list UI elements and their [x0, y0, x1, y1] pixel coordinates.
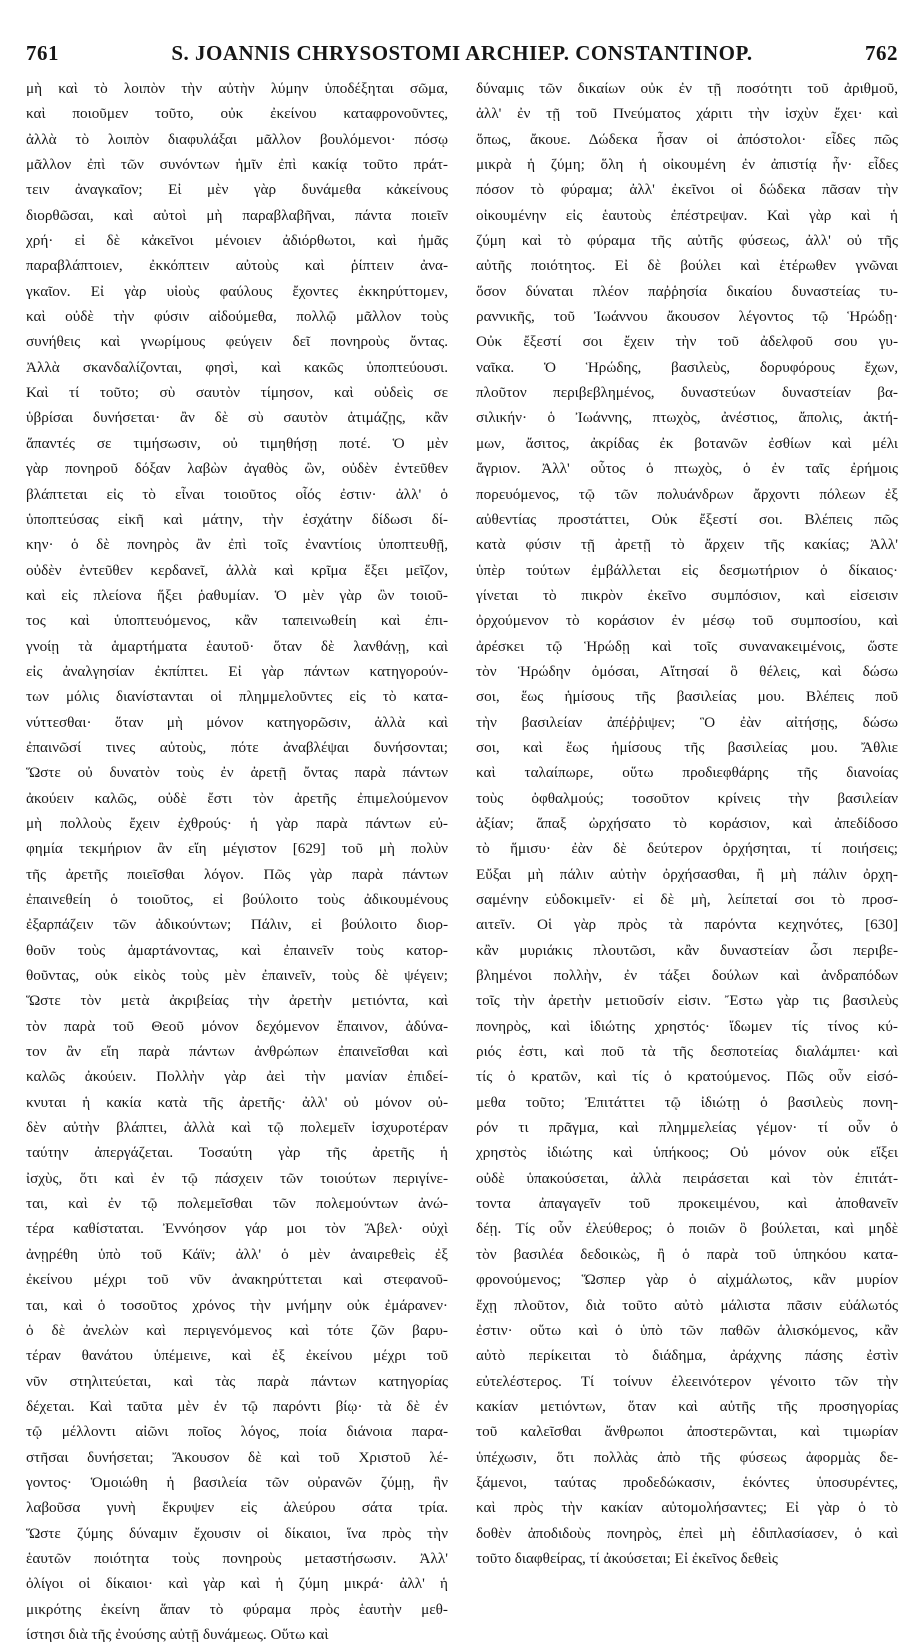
text-line: τὸ ἥμισυ· ἐὰν δὲ δεύτερον ὀρχήσηται, τί ποιήσεις; [476, 840, 898, 858]
text-line: ἀξίαν; ἅπαξ ὠρχήσατο τὸ κοράσιον, καὶ ἀπεδίδοσο [476, 814, 898, 832]
text-line: βλάπτεται εἰς τὸ εἶναι τοιοῦτος οἷός ἐστιν· ἀλλ' ὁ [26, 485, 448, 503]
text-line: σαμένην εὐδοκιμεῖν· εἰ δὲ μὴ, λείπεταί σοι τὸ προσ- [476, 891, 898, 908]
text-line: ἀκούειν καλῶς, οὐδὲ ἔστι τὸν ἀρετῆς ἐπιμελούμενον [26, 789, 448, 807]
text-line: τῷ μέλλοντι αἰῶνι ποῖος λόγος, ποία διάνοια παρα- [26, 1423, 448, 1441]
text-line: φημία τεκμήριον ἂν εἴη μέγιστον [629] τοῦ μὴ πολὺν [26, 840, 448, 858]
text-line: ἐστιν· οὕτω καὶ ὁ ὑπὸ τῶν παθῶν ἁλισκόμενος, κἂν [476, 1321, 898, 1339]
text-line: αὐτῆς ποιότητος. Εἰ δὲ βούλει καὶ ἑτέρωθεν γνῶναι [476, 257, 898, 275]
text-line: τῆς ἀρετῆς ποιεῖσθαι λόγον. Πῶς γὰρ παρὰ πάντων [26, 865, 448, 883]
text-line: νῦν στηλιτεύεται, καὶ τὰς παρὰ πάντων κατηγορίας [26, 1372, 448, 1390]
text-columns [26, 76, 898, 1647]
text-line: λαβοῦσα γυνὴ ἔκρυψεν εἰς ἀλεύρου σάτα τρία. [26, 1499, 448, 1517]
text-line: μικρότης ἐκείνη ἅπαν τὸ φύραμα πρὸς ἑαυτὴν μεθ- [26, 1600, 448, 1618]
running-title: S. JOANNIS CHRYSOSTOMI ARCHIEP. CONSTANTINOP. [171, 40, 753, 65]
text-line: οἰκουμένην εἰς ἑαυτοὺς ἐπέστρεψαν. Καὶ γὰρ καὶ ἡ [476, 206, 898, 224]
text-line: αὐτὸ περίκειται τὸ διάδημα, ἀράχνης πάσης ἐστὶν [476, 1347, 898, 1365]
text-line: χρηστὸς ἰδιώτης καὶ ὑπήκοος; Οὐ μόνον οὐκ εἴξει [476, 1144, 898, 1162]
text-line: ὑβρίσαι δυνήσεται· ἂν δὲ σὺ σαυτὸν ἀτιμάζῃς, κἂν [26, 409, 448, 427]
text-line: θοῦν τοὺς ἁμαρτάνοντας, καὶ ἐπαινεῖν τοὺς κατορ- [26, 941, 448, 959]
text-line: μεθα τοῦτο; Ἐπιτάττει τῷ ἰδιώτῃ ὁ βασιλεὺς πονη- [476, 1093, 898, 1111]
text-line: σιλικήν· ὁ Ἰωάννης, πτωχὸς, ἀνέστιος, ἄπολις, ἀκτή- [476, 409, 898, 427]
text-line: δὲν αὐτὴν βλάπτει, ἀλλὰ καὶ τῷ πολεμεῖν ἰσχυροτέραν [26, 1119, 448, 1137]
text-line: κατὰ φύσιν τῇ ἀρετῇ τὸ ἄρχειν τῆς κακίας; Ἀλλ' [476, 536, 898, 554]
text-line: γὰρ πονηροῦ δόξαν λαβὼν ἀγαθὸς ὢν, οὐδὲν ἐντεῦθεν [26, 460, 448, 478]
page-number-right: 762 [865, 40, 898, 65]
left-column [26, 76, 448, 1647]
text-line: οὐδὲν ἐντεῦθεν κερδανεῖ, ἀλλὰ καὶ κρῖμα ἕξει μεῖζον, [26, 561, 448, 579]
text-line: βλημένοι πολλὴν, ἐν τάξει δούλων καὶ ἀνδραπόδων [476, 967, 898, 985]
text-line: δέῃ. Τίς οὖν ἐλεύθερος; ὁ ποιῶν ὃ βούλεται, καὶ μηδὲ [476, 1220, 898, 1238]
text-line: Ἀλλὰ σκανδαλίζονται, φησὶ, καὶ κακῶς ὑποπτεύουσι. [26, 358, 448, 376]
text-line: καὶ ταλαίπωρε, οὕτω προδιεφθάρης τῆς διανοίας [476, 764, 898, 782]
text-line: συνήθεις καὶ γνωρίμους φεύγειν δεῖ πονηροὺς ὄντας. [26, 333, 448, 351]
text-line: ριός ἐστι, καὶ ποῦ τὰ τῆς δεσποτείας διαλάμπει· καὶ [476, 1043, 898, 1061]
text-line: ίστησι διὰ τῆς ἐνούσης αὐτῇ δυνάμεως. Οὕτω καὶ [26, 1625, 329, 1643]
text-line: εὐτελέστερος. Τί τοίνυν ἐλεεινότερον γένοιτο τῶν τὴν [476, 1372, 898, 1390]
text-line: Ὥστε οὐ δυνατὸν τοὺς ἐν ἀρετῇ ὄντας παρὰ πάντων [26, 764, 448, 782]
text-line: καὶ πρὸς τὴν κακίαν αὐτομολήσαντες; Εἰ γὰρ ὁ τὸ [476, 1499, 898, 1517]
text-line: ραννικῆς, τοῦ Ἰωάννου ἄκουσον λέγοντος τῷ Ἡρώδῃ· [476, 308, 898, 326]
text-line: ἅπαντές σε τιμήσωσιν, οὐ τιμηθήσῃ ποτέ. Ὁ μὲν [26, 434, 448, 452]
text-line: στῆσαι δυνήσεται; Ἄκουσον δὲ καὶ τοῦ Χριστοῦ λέ- [26, 1448, 448, 1466]
text-line: τίς ὁ κρατῶν, καὶ τίς ὁ κρατούμενος. Πῶς οὖν εἰσό- [476, 1068, 898, 1086]
text-line: τὴν βασιλείαν ἀπέῤῥιψεν; Ὃ ἐὰν αἰτήσῃς, δώσω [476, 713, 898, 731]
text-line: ται, καὶ ἐν τῷ πολεμεῖσθαι τῶν πολεμούντων ἀνώ- [26, 1195, 448, 1213]
text-line: καὶ ποιοῦμεν τοῦτο, οὐκ ἐκείνου καταφρονοῦντες, [26, 105, 448, 123]
text-line: κνυται ἡ κακία κατὰ τῆς ἀρετῆς· ἀλλ' οὐ μόνον οὐ- [26, 1093, 448, 1111]
text-line: ἄγριον. Ἀλλ' οὗτος ὁ πτωχὸς, ὁ ἐν ταῖς ἐρήμοις [476, 460, 898, 478]
text-line: πλοῦτον περιβεβλημένος, δυναστεύων δυναστείαν βα- [476, 384, 898, 402]
right-column [476, 76, 898, 1647]
text-line: τος καὶ ὑποπτευόμενος, κἂν ταπεινωθείη καὶ ἐπι- [26, 612, 448, 630]
text-line: ἰσχὺς, ὅτι καὶ ἐν τῷ πάσχειν τῶν τοιούτων περιγίνε- [26, 1169, 448, 1187]
text-line: γίνεται τὸ πικρὸν ἐκεῖνο συμπόσιον, καὶ εἰσεισιν [476, 586, 898, 604]
text-line: Καὶ τί τοῦτο; σὺ σαυτὸν τίμησον, καὶ οὐδεὶς σε [26, 384, 448, 402]
text-line: πονηρὸς, καὶ ἰδιώτης χρηστός· ἴδωμεν τίς τίνος κύ- [476, 1017, 898, 1035]
text-line: τον ἂν εἴη παρὰ πάντων ἀνθρώπων ἐπαινεῖσθαι καὶ [26, 1043, 448, 1061]
text-line: ὑπέχωσιν, ὅτι πολλὰς ἀπὸ τῆς φύσεως ἀφορμὰς δε- [476, 1448, 898, 1466]
text-line: τὸν Ἡρώδην ὀμόσαι, Αἴτησαί ὃ θέλεις, καὶ δώσω [476, 662, 898, 680]
text-line: ἀνῃρέθη ὑπὸ τοῦ Κάϊν; ἀλλ' ὁ μὲν ἀναιρεθεὶς ἐξ [26, 1245, 448, 1263]
text-line: μᾶλλον ἐπὶ τῶν συνόντων ἡμῖν ἐπὶ κακίᾳ τοῦτο πράτ- [26, 156, 448, 174]
text-line: τὸν βασιλέα δεδοικὼς, ἢ ὁ παρὰ τοῦ ὑπηκόου κατα- [476, 1245, 898, 1263]
text-line: γνοίῃ τὰ ἁμαρτήματα ἑαυτοῦ· ὅταν δὲ λανθάνῃ, καὶ [26, 637, 448, 655]
text-line: αιτεῖν. Οἱ γὰρ πρὸς τὰ παρόντα κεχηνότες, [630] [476, 916, 898, 934]
text-line: ὀλίγοι οἱ δίκαιοι· καὶ γὰρ καὶ ἡ ζύμη μικρά· ἀλλ' ἡ [26, 1575, 448, 1593]
text-line: ὁ δὲ ἀνελὼν καὶ περιγενόμενος καὶ τότε ζῶν βαρυ- [26, 1321, 448, 1339]
text-line: δύναμις τῶν δικαίων οὐκ ἐν τῇ ποσότητι τοῦ ἀριθμοῦ, [476, 80, 898, 97]
text-line: τέρα καθίσταται. Ἐννόησον γάρ μοι τὸν Ἄβελ· οὐχὶ [26, 1220, 448, 1238]
text-line: ζύμη καὶ τὸ φύραμα τῆς αὐτῆς φύσεως, ἀλλ' οὐ τῆς [476, 232, 898, 250]
text-line: θοῦντας, οὐκ εἰκὸς τοὺς μὲν ἐπαινεῖν, τοὺς δὲ ψέγειν; [26, 967, 448, 985]
text-line: τειν ἀναγκαῖον; Εἰ μὲν γὰρ δυνάμεθα κἀκείνους [26, 181, 448, 199]
text-line: σοι, ἕως ἡμίσους τῆς βασιλείας μου. Βλέπεις ποῦ [476, 688, 898, 706]
text-line: διορθῶσαι, καὶ αὐτοὶ μὴ παραβλαβῆναι, πάντα ποιεῖν [26, 206, 448, 224]
page-header [26, 36, 898, 70]
text-line: πορευόμενος, τῷ τῶν πολυάνδρων ἄρχοντι πόλεων ἐξ [476, 485, 898, 503]
text-line: ξάμενοι, ταύτας προδεδώκασιν, ἑκόντες ὑποσυρέντες, [476, 1473, 898, 1491]
text-line: τὸν παρὰ τοῦ Θεοῦ μόνον δεχόμενον ἔπαινον, ἀδύνα- [26, 1017, 448, 1035]
text-line: ἐπαινεθείη ὁ τοιοῦτος, εἰ βούλοιτο τοὺς ἀδικουμένους [26, 891, 448, 908]
text-line: κακίαν μετιόντων, ὅταν καὶ αὐτῆς τῆς προσηγορίας [476, 1397, 898, 1415]
text-line: μικρὰ ἡ ζύμη; ὅλη ἡ οἰκουμένη ἐν ἀπιστίᾳ ἦν· εἶδες [476, 156, 898, 174]
text-line: γοντος· Ὁμοιώθη ἡ βασιλεία τῶν οὐρανῶν ζύμῃ, ἣν [26, 1473, 448, 1491]
text-line: εἰς ἀναλγησίαν ἐκπίπτει. Εἰ γὰρ πάντων κατηγορούν- [26, 662, 448, 680]
text-line: ἀρέσκει τῷ Ἡρώδῃ καὶ τοῖς συνανακειμένοις, ὥστε [476, 637, 898, 655]
text-line: δέχεται. Καὶ ταῦτα μὲν ἐν τῷ παρόντι βίῳ· τὰ δὲ ἐν [26, 1397, 448, 1415]
text-line: ἑαυτῶν ποιότητα τοὺς πονηροὺς μεταστήσωσιν. Ἀλλ' [26, 1549, 448, 1567]
text-line: ναῖκα. Ὁ Ἡρώδης, βασιλεὺς, δορυφόρους ἔχων, [476, 358, 898, 376]
text-line: των μόλις διανίστανται οἱ πλημμελοῦντες εἰς τὸ κατα- [26, 688, 448, 706]
text-line: πόσον τὸ φύραμα; ἀλλ' ἐκεῖνοι οἱ δώδεκα πᾶσαν τὴν [476, 181, 898, 199]
text-line: Ὥστε τὸν μετὰ ἀκριβείας τὴν ἀρετὴν μετιόντα, καὶ [26, 992, 448, 1010]
text-line: σοι, καὶ ἕως ἡμίσους τῆς βασιλείας μου. Ἄθλιε [476, 738, 898, 756]
text-line: Οὐκ ἔξεστί σοι ἔχειν τὴν τοῦ ἀδελφοῦ σου γυ- [476, 333, 898, 351]
text-line: Εὔξαι μὴ πάλιν αὐτὴν ὀρχήσασθαι, ἢ μὴ πάλιν ὀρχη- [476, 865, 898, 883]
text-line: μὴ καὶ τὸ λοιπὸν τὴν αὐτὴν λύμην ὑποδέξηται σῶμα, [26, 80, 448, 97]
text-line: ὀρχούμενον τὸ κοράσιον ἐν μέσῳ τοῦ συμποσίου, καὶ [476, 612, 898, 630]
text-line: καὶ οὐδὲ τὴν φύσιν αἰδούμεθα, πολλῷ μᾶλλον τοὺς [26, 308, 448, 326]
text-line: ἐπαινῶσί τινες αὐτοὺς, πότε ἀναβλέψαι δυνήσονται; [26, 738, 448, 756]
text-line: οὐδὲ ὑπακούσεται, ἀλλὰ πειράσεται καὶ τὸν ἐπιτάτ- [476, 1169, 898, 1187]
text-line: κην· ὁ δὲ πονηρὸς ἂν ἐπὶ τοῖς ἐναντίοις ὑποπτευθῇ, [26, 536, 448, 554]
text-line: ὅσον δύναται πλέον παῤῥησία δικαίου δυναστείας τυ- [476, 282, 898, 300]
text-line: τοῦ καλεῖσθαι ἄνθρωποι ἀποστερῶνται, καὶ τιμωρίαν [476, 1423, 898, 1441]
text-line: κἂν μυριάκις πλουτῶσι, κἂν δυναστείαν ὦσι περιβε- [476, 941, 898, 959]
text-line: φρονούμενος; Ὥσπερ γὰρ ὁ αἰχμάλωτος, κἂν μυρίον [476, 1271, 898, 1289]
text-line: Ὥστε ζύμης δύναμιν ἔχουσιν οἱ δίκαιοι, ἵνα πρὸς τὴν [26, 1524, 448, 1542]
text-line: μων, ἄσιτος, ἀκρίδας ἐκ βοτανῶν ἐσθίων καὶ μέλι [476, 434, 898, 452]
text-line: καὶ εἰς πλείονα ἥξει ῥαθυμίαν. Ὁ μὲν γὰρ ὢν τοιοῦ- [26, 586, 448, 604]
text-line: τοῖς τὴν ἀρετὴν μετιοῦσίν εἰσιν. Ἔστω γὰρ τις βασιλεὺς [476, 992, 898, 1010]
text-line: ἐκείνου μέχρι τοῦ νῦν ἀνακηρύττεται καὶ στεφανοῦ- [26, 1271, 448, 1289]
text-line: αὐθεντίας προστάττει, Οὐκ ἔξεστί σοι. Βλέπεις πῶς [476, 510, 898, 528]
text-line: τοῦτο διαφθείρας, τί ἀκούσεται; Εἰ ἐκεῖνος δεθεὶς [476, 1549, 778, 1567]
text-line: γκαῖον. Εἰ γὰρ υἱοὺς φαύλους ἔχοντες ἐκκηρύττομεν, [26, 282, 448, 300]
text-line: νύττεσθαι· ὅταν μὴ μόνον κατηγορῶσιν, ἀλλὰ καὶ [26, 713, 448, 731]
text-line: παραβλάπτοιεν, ἐκκόπτειν αὐτοὺς καὶ ῥίπτειν ἀνα- [26, 257, 448, 275]
text-line: ὑπὲρ τούτων ἐμβάλλεται εἰς δεσμωτήριον ὁ δίκαιος· [476, 561, 898, 579]
text-line: τέραν θανάτου ὑπέμεινε, καὶ ἐξ ἐκείνου μέχρι τοῦ [26, 1347, 448, 1365]
text-line: ἐξαρπάζειν τῶν ἀδικούντων; Πάλιν, εἰ βούλοιτο διορ- [26, 916, 448, 934]
text-line: ὑποπτεύσας εἰκῆ καὶ μάτην, τὴν ἐσχάτην δίδωσι δί- [26, 510, 448, 528]
text-line: ται, καὶ ὁ τοσοῦτος χρόνος τὴν μνήμην οὐκ ἐμάρανεν· [26, 1296, 448, 1314]
text-line: τοὺς ὀφθαλμούς; τοσοῦτον κρίνεις τὴν βασιλείαν [476, 789, 898, 807]
text-line: ἀλλὰ τὸ λοιπὸν διαφυλάξαι μᾶλλον βουλόμενοι· πόσῳ [26, 130, 448, 148]
text-line: ὅπως, ἄκουε. Δώδεκα ἦσαν οἱ ἀπόστολοι· εἶδες πῶς [476, 130, 898, 148]
text-line: καλῶς ἀκούειν. Πολλὴν γὰρ ἀεὶ τὴν μανίαν ἐπιδεί- [26, 1068, 448, 1086]
page-number-left: 761 [26, 40, 59, 65]
text-line: ρόν τι πρᾶγμα, καὶ πλημμελείας γέμον· τί οὖν ὁ [476, 1119, 898, 1137]
text-line: μὴ πολλοὺς ἔχειν ἐχθρούς· ἡ γὰρ παρὰ πάντων εὐ- [26, 814, 448, 832]
text-line: τοντα ἀπαγαγεῖν τοῦ προκειμένου, καὶ ἀποθανεῖν [476, 1195, 898, 1213]
text-line: ἔχῃ πλοῦτον, διὰ τοῦτο αὐτὸ μάλιστα πᾶσιν εὐάλωτός [476, 1296, 898, 1314]
text-line: ἀλλ' ἐν τῇ τοῦ Πνεύματος χάριτι τὴν ἰσχὺν ἔχει· καὶ [476, 105, 898, 123]
text-line: χρή· εἰ δὲ κἀκεῖνοι μένοιεν ἀδιόρθωτοι, καὶ ἡμᾶς [26, 232, 448, 250]
text-line: ταύτην ἀπεργάζεται. Τοσαύτη γὰρ τῆς ἀρετῆς ἡ [26, 1144, 448, 1162]
text-line: δοθὲν ἀποδιδοὺς πονηρὸς, ἐπεὶ μὴ ἐδιπλασίασεν, ὁ καὶ [476, 1524, 898, 1542]
